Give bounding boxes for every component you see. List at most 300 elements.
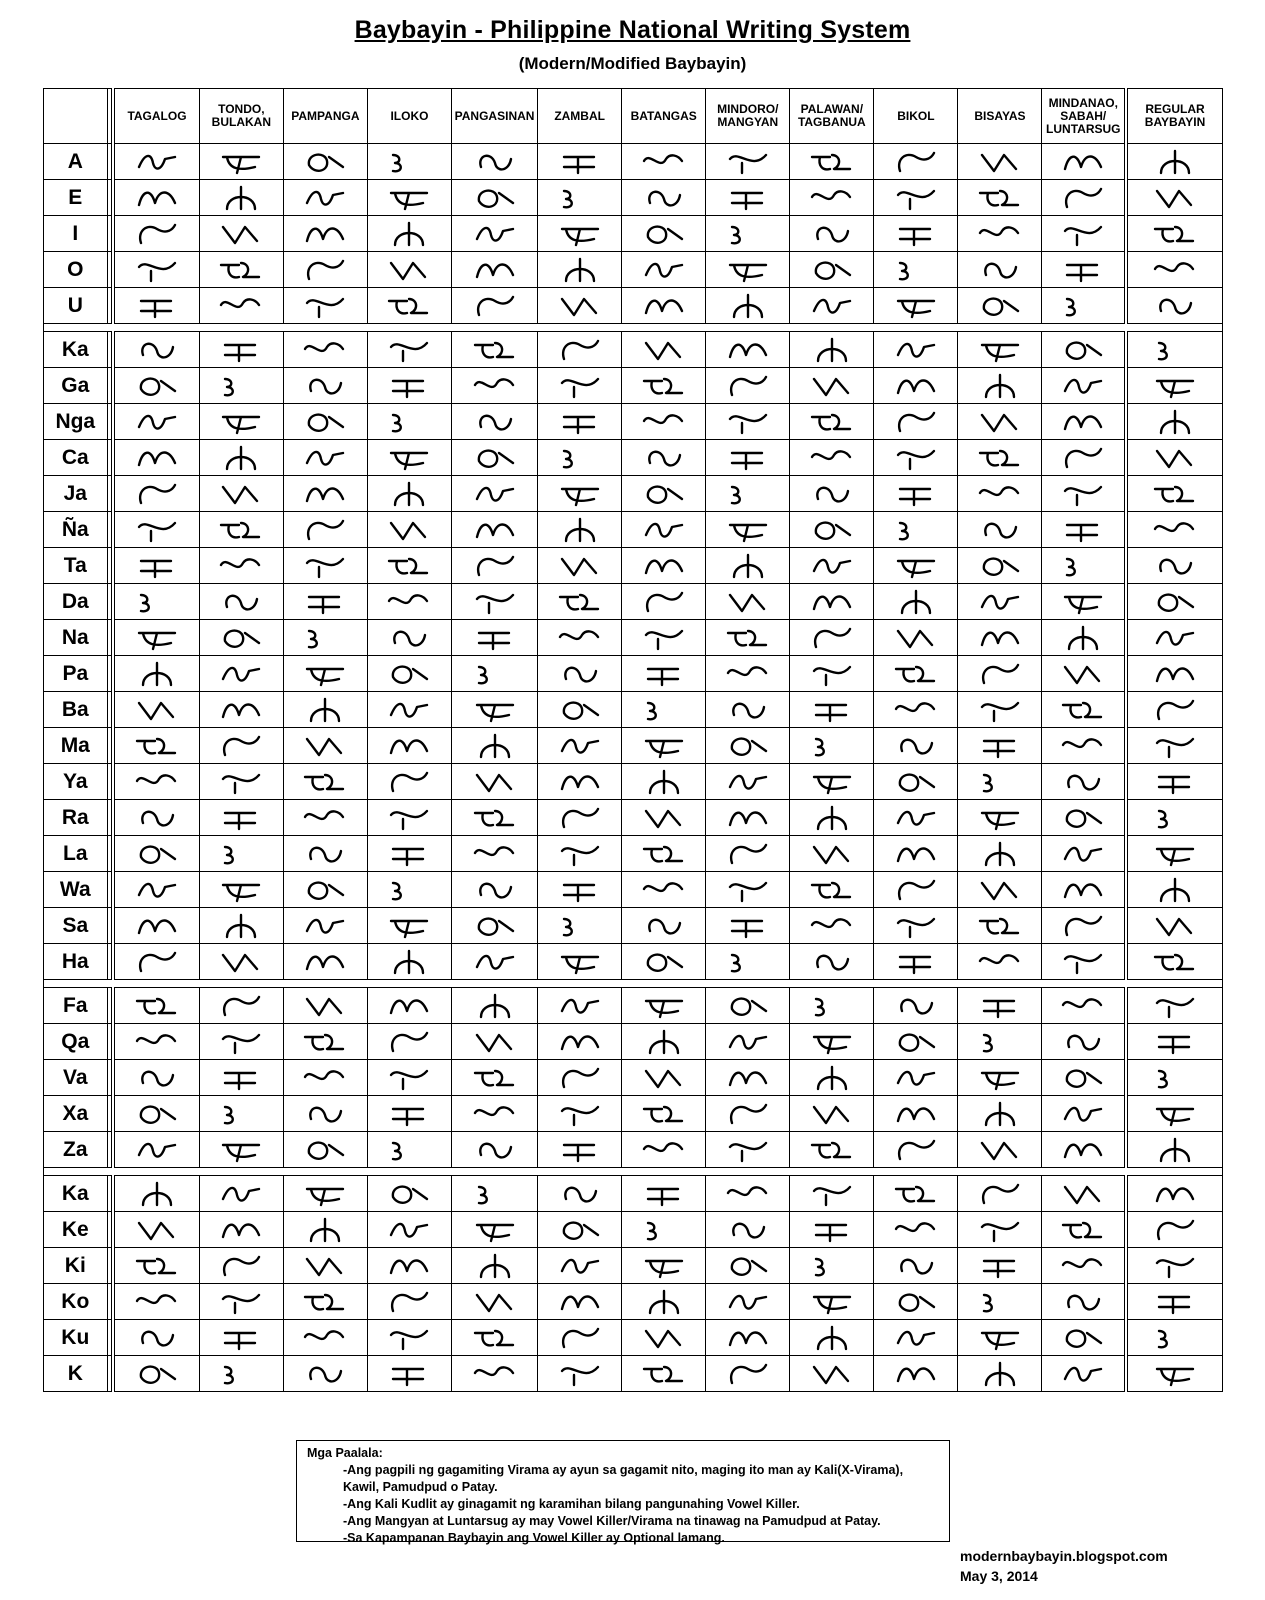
baybayin-glyph	[469, 443, 521, 473]
glyph-cell	[113, 584, 199, 620]
glyph-cell	[706, 764, 790, 800]
glyph-cell	[706, 180, 790, 216]
glyph-stroke	[393, 773, 428, 791]
baybayin-glyph	[554, 183, 606, 213]
glyph-cell	[622, 216, 706, 252]
glyph-cell	[1126, 332, 1222, 368]
baybayin-glyph	[974, 695, 1026, 725]
glyph-stroke	[475, 379, 513, 387]
glyph-stroke	[481, 1255, 509, 1277]
baybayin-table	[43, 88, 1223, 1392]
glyph-stroke	[139, 452, 175, 465]
glyph-cell	[958, 872, 1042, 908]
glyph-cell	[538, 728, 622, 764]
syllable-row	[44, 836, 1223, 872]
glyph-stroke	[562, 379, 598, 397]
glyph-cell	[622, 1212, 706, 1248]
baybayin-glyph	[131, 371, 183, 401]
glyph-stroke	[391, 811, 427, 829]
glyph-cell	[790, 512, 874, 548]
syllable-label: Ke	[44, 1212, 108, 1248]
baybayin-glyph	[131, 147, 183, 177]
glyph-cell	[706, 836, 790, 872]
baybayin-glyph	[638, 1099, 690, 1129]
glyph-cell	[452, 836, 538, 872]
glyph-stroke	[395, 951, 423, 973]
baybayin-glyph	[638, 911, 690, 941]
baybayin-glyph	[1057, 587, 1109, 617]
glyph-cell	[1126, 476, 1222, 512]
glyph-stroke	[896, 703, 934, 711]
glyph-cell	[113, 1212, 199, 1248]
baybayin-glyph	[131, 1251, 183, 1281]
glyph-stroke	[898, 631, 932, 647]
glyph-cell	[199, 476, 283, 512]
glyph-stroke	[223, 704, 259, 717]
baybayin-glyph	[890, 623, 942, 653]
baybayin-glyph	[554, 767, 606, 797]
baybayin-glyph	[383, 1287, 435, 1317]
baybayin-glyph	[131, 255, 183, 285]
baybayin-glyph	[722, 479, 774, 509]
glyph-cell	[1126, 1248, 1222, 1284]
glyph-cell	[622, 800, 706, 836]
glyph-stroke	[899, 881, 934, 899]
glyph-stroke	[562, 559, 596, 575]
glyph-stroke	[477, 1295, 511, 1311]
glyph-stroke	[565, 667, 596, 681]
baybayin-glyph	[1149, 1063, 1201, 1093]
glyph-cell	[1042, 1356, 1126, 1392]
separator-cell	[44, 324, 1223, 332]
glyph-cell	[958, 1212, 1042, 1248]
glyph-cell	[874, 1024, 958, 1060]
baybayin-glyph	[299, 839, 351, 869]
glyph-stroke	[644, 415, 682, 423]
glyph-cell	[367, 548, 451, 584]
baybayin-glyph	[1057, 335, 1109, 365]
glyph-stroke	[1157, 191, 1191, 207]
baybayin-glyph	[1057, 731, 1109, 761]
glyph-stroke	[393, 415, 401, 431]
syllable-row	[44, 1320, 1223, 1356]
glyph-stroke	[1065, 1187, 1099, 1203]
glyph-stroke	[648, 226, 682, 242]
glyph-cell	[958, 180, 1042, 216]
baybayin-glyph	[299, 911, 351, 941]
glyph-stroke	[142, 1071, 173, 1085]
glyph-stroke	[225, 1367, 233, 1383]
baybayin-glyph	[383, 731, 435, 761]
glyph-cell	[199, 548, 283, 584]
baybayin-glyph	[1149, 1179, 1201, 1209]
glyph-stroke	[982, 1143, 1016, 1159]
glyph-cell	[367, 764, 451, 800]
baybayin-glyph	[299, 1359, 351, 1389]
glyph-cell	[452, 656, 538, 692]
glyph-cell	[367, 144, 451, 180]
baybayin-glyph	[722, 291, 774, 321]
baybayin-glyph	[1057, 443, 1109, 473]
syllable-label: A	[44, 144, 108, 180]
baybayin-glyph	[554, 335, 606, 365]
glyph-cell	[538, 1060, 622, 1096]
baybayin-glyph	[974, 371, 1026, 401]
glyph-cell	[1126, 620, 1222, 656]
baybayin-glyph	[131, 911, 183, 941]
glyph-stroke	[812, 155, 850, 169]
syllable-label: Ku	[44, 1320, 108, 1356]
glyph-cell	[1126, 988, 1222, 1024]
syllable-label: E	[44, 180, 108, 216]
baybayin-glyph	[215, 659, 267, 689]
syllable-row	[44, 512, 1223, 548]
baybayin-glyph	[383, 1027, 435, 1057]
glyph-stroke	[730, 1035, 766, 1048]
baybayin-glyph	[1057, 1215, 1109, 1245]
glyph-cell	[367, 1356, 451, 1392]
baybayin-glyph	[890, 1323, 942, 1353]
glyph-cell	[622, 692, 706, 728]
baybayin-glyph	[974, 731, 1026, 761]
baybayin-glyph	[299, 443, 351, 473]
glyph-cell	[706, 332, 790, 368]
glyph-stroke	[475, 343, 513, 357]
glyph-stroke	[307, 919, 343, 932]
glyph-stroke	[1067, 1330, 1101, 1346]
glyph-stroke	[140, 953, 175, 971]
glyph-stroke	[898, 811, 934, 824]
baybayin-glyph	[638, 147, 690, 177]
glyph-cell	[874, 620, 958, 656]
glyph-stroke	[898, 191, 934, 209]
glyph-cell	[790, 144, 874, 180]
glyph-cell	[1042, 1176, 1126, 1212]
glyph-stroke	[814, 596, 850, 609]
glyph-cell	[1126, 512, 1222, 548]
glyph-cell	[113, 252, 199, 288]
glyph-cell	[706, 620, 790, 656]
baybayin-glyph	[469, 407, 521, 437]
baybayin-glyph	[469, 1099, 521, 1129]
baybayin-glyph	[890, 443, 942, 473]
glyph-stroke	[1069, 1035, 1100, 1049]
glyph-stroke	[1159, 1071, 1167, 1087]
baybayin-glyph	[215, 147, 267, 177]
glyph-cell	[538, 144, 622, 180]
glyph-cell	[706, 252, 790, 288]
glyph-cell	[367, 800, 451, 836]
baybayin-glyph	[215, 291, 267, 321]
glyph-stroke	[900, 229, 930, 245]
baybayin-glyph	[806, 767, 858, 797]
glyph-cell	[706, 440, 790, 476]
glyph-cell	[1126, 548, 1222, 584]
glyph-cell	[367, 944, 451, 980]
baybayin-glyph	[806, 443, 858, 473]
syllable-row	[44, 988, 1223, 1024]
glyph-cell	[283, 872, 367, 908]
glyph-cell	[199, 872, 283, 908]
glyph-cell	[538, 1356, 622, 1392]
column-header: MINDORO/ MANGYAN	[706, 89, 790, 144]
glyph-stroke	[309, 154, 343, 170]
notes-line: -Sa Kapampanan Baybayin ang Vowel Killer ay Optional lamang.	[343, 1531, 725, 1545]
baybayin-glyph	[890, 515, 942, 545]
glyph-stroke	[562, 1107, 598, 1125]
glyph-stroke	[646, 560, 682, 573]
glyph-stroke	[563, 809, 598, 827]
baybayin-glyph	[974, 991, 1026, 1021]
column-header: BISAYAS	[958, 89, 1042, 144]
glyph-stroke	[311, 379, 342, 393]
glyph-cell	[622, 1176, 706, 1212]
baybayin-glyph	[890, 291, 942, 321]
glyph-cell	[874, 728, 958, 764]
glyph-stroke	[1161, 879, 1189, 901]
glyph-cell	[790, 404, 874, 440]
glyph-cell	[874, 1212, 958, 1248]
glyph-stroke	[982, 345, 1018, 361]
syllable-row	[44, 1284, 1223, 1320]
glyph-cell	[283, 1024, 367, 1060]
glyph-cell	[1042, 656, 1126, 692]
glyph-cell	[283, 404, 367, 440]
glyph-cell	[538, 1248, 622, 1284]
glyph-stroke	[391, 453, 427, 469]
syllable-label: Ja	[44, 476, 108, 512]
glyph-stroke	[393, 155, 401, 171]
baybayin-glyph	[383, 1135, 435, 1165]
glyph-cell	[958, 620, 1042, 656]
glyph-stroke	[1157, 668, 1193, 681]
glyph-stroke	[731, 1105, 766, 1123]
glyph-cell	[367, 180, 451, 216]
baybayin-glyph	[1149, 1359, 1201, 1389]
glyph-stroke	[1065, 1367, 1101, 1380]
column-header: REGULAR BAYBAYIN	[1126, 89, 1222, 144]
glyph-stroke	[305, 1295, 343, 1309]
glyph-cell	[958, 1320, 1042, 1356]
glyph-stroke	[227, 915, 255, 937]
glyph-stroke	[1067, 559, 1075, 575]
glyph-cell	[113, 1356, 199, 1392]
glyph-stroke	[564, 919, 572, 935]
baybayin-glyph	[1149, 731, 1201, 761]
glyph-stroke	[477, 487, 513, 500]
notes-line: -Ang Mangyan at Luntarsug ay may Vowel Killer/Virama na tinawag na Pamudpud at Patay.	[343, 1514, 881, 1528]
glyph-cell	[706, 144, 790, 180]
glyph-cell	[1042, 836, 1126, 872]
baybayin-glyph	[554, 695, 606, 725]
glyph-stroke	[1159, 1037, 1189, 1053]
glyph-cell	[874, 800, 958, 836]
glyph-stroke	[1161, 411, 1189, 433]
baybayin-glyph	[554, 371, 606, 401]
glyph-stroke	[395, 223, 423, 245]
glyph-cell	[1126, 368, 1222, 404]
glyph-cell	[874, 368, 958, 404]
baybayin-glyph	[974, 875, 1026, 905]
glyph-stroke	[393, 849, 423, 865]
baybayin-glyph	[974, 551, 1026, 581]
glyph-cell	[452, 764, 538, 800]
glyph-stroke	[391, 193, 427, 209]
glyph-stroke	[898, 1108, 934, 1121]
glyph-stroke	[479, 667, 487, 683]
glyph-stroke	[982, 155, 1016, 171]
glyph-stroke	[815, 629, 850, 647]
glyph-stroke	[142, 343, 173, 357]
glyph-stroke	[646, 1261, 682, 1277]
glyph-cell	[1042, 1132, 1126, 1168]
glyph-stroke	[650, 1291, 678, 1313]
glyph-cell	[538, 476, 622, 512]
glyph-stroke	[391, 1000, 427, 1013]
baybayin-glyph	[554, 255, 606, 285]
baybayin-glyph	[974, 1027, 1026, 1057]
glyph-stroke	[818, 339, 846, 361]
baybayin-glyph	[638, 767, 690, 797]
baybayin-glyph	[974, 803, 1026, 833]
glyph-stroke	[1066, 917, 1101, 935]
baybayin-glyph	[806, 1135, 858, 1165]
baybayin-glyph	[806, 1215, 858, 1245]
baybayin-glyph	[131, 1063, 183, 1093]
baybayin-glyph	[469, 1063, 521, 1093]
syllable-label: O	[44, 252, 108, 288]
baybayin-glyph	[722, 1135, 774, 1165]
baybayin-glyph	[1149, 183, 1201, 213]
glyph-stroke	[732, 998, 766, 1014]
glyph-stroke	[982, 703, 1018, 721]
baybayin-glyph	[890, 1251, 942, 1281]
glyph-stroke	[562, 229, 598, 245]
glyph-cell	[1126, 836, 1222, 872]
glyph-cell	[452, 144, 538, 180]
baybayin-glyph	[890, 147, 942, 177]
glyph-cell	[113, 548, 199, 584]
baybayin-glyph	[806, 219, 858, 249]
baybayin-glyph	[469, 147, 521, 177]
glyph-cell	[367, 584, 451, 620]
baybayin-glyph	[383, 839, 435, 869]
baybayin-glyph	[1149, 407, 1201, 437]
baybayin-glyph	[383, 1179, 435, 1209]
glyph-cell	[452, 800, 538, 836]
glyph-stroke	[818, 1067, 846, 1089]
baybayin-glyph	[638, 335, 690, 365]
glyph-stroke	[307, 451, 343, 464]
glyph-stroke	[728, 1187, 766, 1195]
glyph-cell	[283, 800, 367, 836]
glyph-stroke	[223, 1145, 259, 1161]
glyph-cell	[874, 908, 958, 944]
glyph-cell	[113, 728, 199, 764]
glyph-cell	[874, 988, 958, 1024]
glyph-cell	[790, 656, 874, 692]
glyph-stroke	[649, 919, 680, 933]
glyph-cell	[958, 404, 1042, 440]
baybayin-glyph	[131, 947, 183, 977]
glyph-cell	[283, 368, 367, 404]
baybayin-glyph	[806, 875, 858, 905]
baybayin-glyph	[1057, 659, 1109, 689]
glyph-stroke	[1067, 525, 1097, 541]
group-separator	[44, 1168, 1223, 1176]
glyph-cell	[706, 404, 790, 440]
glyph-stroke	[393, 1109, 423, 1125]
glyph-cell	[538, 692, 622, 728]
glyph-cell	[1042, 1320, 1126, 1356]
baybayin-glyph	[1149, 659, 1201, 689]
baybayin-glyph	[806, 731, 858, 761]
baybayin-glyph	[806, 659, 858, 689]
glyph-stroke	[477, 955, 513, 968]
baybayin-glyph	[1149, 803, 1201, 833]
glyph-stroke	[393, 1186, 427, 1202]
glyph-stroke	[1067, 1070, 1101, 1086]
baybayin-glyph	[638, 1027, 690, 1057]
glyph-cell	[283, 656, 367, 692]
glyph-cell	[538, 800, 622, 836]
glyph-cell	[874, 1060, 958, 1096]
baybayin-glyph	[215, 1359, 267, 1389]
glyph-stroke	[898, 1368, 934, 1381]
glyph-stroke	[223, 775, 259, 793]
glyph-stroke	[140, 225, 175, 243]
syllable-label: Ko	[44, 1284, 108, 1320]
column-header: BIKOL	[874, 89, 958, 144]
baybayin-glyph	[383, 803, 435, 833]
glyph-cell	[452, 1212, 538, 1248]
glyph-cell	[367, 1060, 451, 1096]
glyph-cell	[622, 548, 706, 584]
glyph-cell	[199, 764, 283, 800]
glyph-cell	[283, 332, 367, 368]
glyph-stroke	[475, 811, 513, 825]
baybayin-glyph	[215, 479, 267, 509]
baybayin-glyph	[469, 991, 521, 1021]
baybayin-glyph	[469, 1179, 521, 1209]
baybayin-glyph	[1057, 1179, 1109, 1209]
glyph-stroke	[980, 451, 1018, 465]
baybayin-glyph	[215, 551, 267, 581]
glyph-stroke	[1157, 451, 1191, 467]
baybayin-glyph	[469, 1287, 521, 1317]
footer	[960, 1546, 1168, 1586]
baybayin-glyph	[1057, 1099, 1109, 1129]
glyph-cell	[1042, 368, 1126, 404]
glyph-cell	[706, 548, 790, 584]
baybayin-glyph	[638, 1135, 690, 1165]
glyph-stroke	[980, 227, 1018, 235]
glyph-cell	[538, 252, 622, 288]
baybayin-glyph	[383, 551, 435, 581]
glyph-cell	[113, 1320, 199, 1356]
baybayin-glyph	[1057, 407, 1109, 437]
baybayin-glyph	[299, 1215, 351, 1245]
baybayin-glyph	[638, 371, 690, 401]
glyph-stroke	[307, 739, 341, 755]
baybayin-glyph	[638, 1323, 690, 1353]
baybayin-glyph	[383, 515, 435, 545]
baybayin-glyph	[469, 875, 521, 905]
syllable-label: Da	[44, 584, 108, 620]
glyph-cell	[622, 1284, 706, 1320]
footer-date: May 3, 2014	[960, 1568, 1038, 1584]
glyph-cell	[958, 476, 1042, 512]
